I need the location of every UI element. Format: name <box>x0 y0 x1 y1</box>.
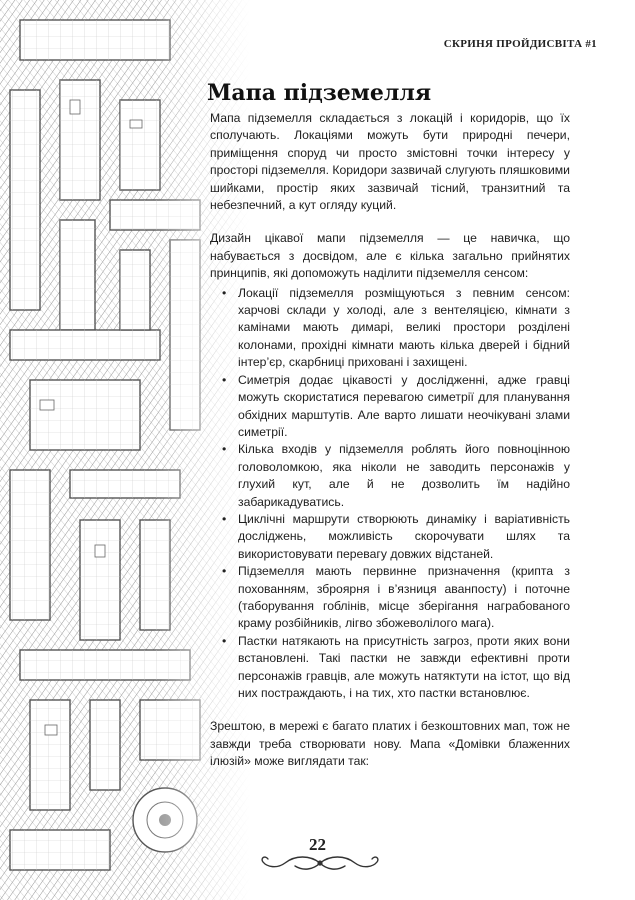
list-item: • Підземелля мають первинне призначення (крипта з похованням, зброярня і в’язниця аванпосту) і поточне (таборування гоблінів, місце зберігання награбованого краму розбійників, лігво збожеволілого мага). <box>238 563 570 633</box>
running-header: СКРИНЯ ПРОЙДИСВІТА #1 <box>443 38 597 50</box>
list-item: • Кілька входів у підземелля роблять його повноцінною головоломкою, яка ніколи не заводить персонажів у глухий кут, але й не дозволить їм надійно забарикадуватись. <box>238 441 570 511</box>
closing-paragraph: Зрештою, в мережі є багато платих і безкоштовних мап, тож не завжди треба створювати нову. Мапа «Домівки блаженних ілюзій» може виглядати так: <box>210 719 570 769</box>
design-lead-paragraph: Дизайн цікавої мапи підземелля — це навичка, що набувається з досвідом, але є кілька загально прийнятих принципів, які допоможуть наділити підземелля сенсом: <box>210 231 570 281</box>
body-text <box>210 110 570 787</box>
principles-list <box>210 285 570 703</box>
list-item: • Симетрія додає цікавості у дослідженні, адже гравці можуть скористатися перевагою симетрії для планування обхідних марштутів. Але варто лишати неочікувані злами симетрії. <box>238 372 570 442</box>
list-item: • Циклічні маршрути створюють динаміку і варіативність досліджень, можливість скорочувати шлях та використовувати перевагу довжих відстаней. <box>238 511 570 563</box>
page-number: 22 <box>309 835 326 854</box>
section-title: Мапа підземелля <box>207 80 432 106</box>
list-item: • Локації підземелля розміщуються з певним сенсом: харчові склади у холоді, але з вентеляцією, кімнати з камінами мають димарі, великі простори розділені колонами, прохідні кімнати мають кілька дверей і бідний інтер’єр, скарбниці приховані і захищені. <box>238 285 570 372</box>
footer-ornament <box>255 852 385 874</box>
list-item: • Пастки натякають на присутність загроз, проти яких вони встановлені. Такі пастки не завжди ефективні проти персонажів гравців, але можуть натяктути на істот, що від них постраждають, і на тих, хто пастки встановлює. <box>238 633 570 703</box>
intro-paragraph: Мапа підземелля складається з локацій і коридорів, що їх сполучають. Локаціями можуть бути природні печери, приміщення споруд чи просто змістовні точки інтересу у просторі підземелля. Коридори зазвичай слугують пляшковими шийками, простір яких зазвичай тісний, транзитний та небезпечний, а кут огляду куций. <box>210 111 570 213</box>
